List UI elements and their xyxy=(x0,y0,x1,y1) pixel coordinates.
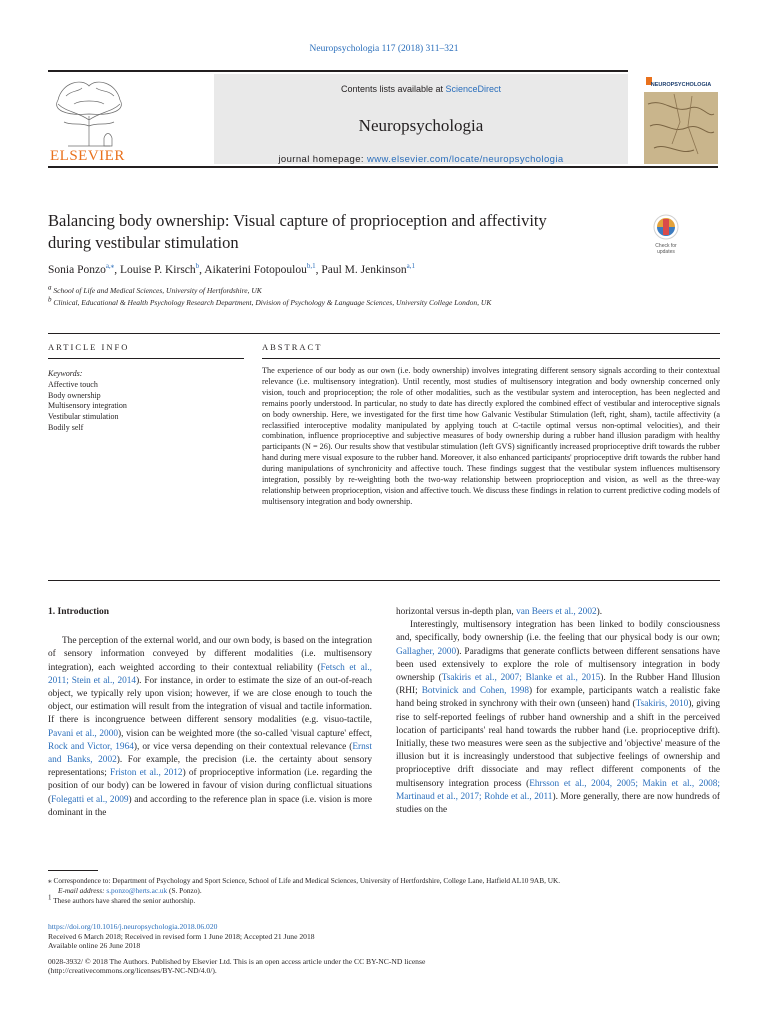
masthead xyxy=(48,70,718,168)
masthead-bottom-rule xyxy=(48,166,718,168)
email-link[interactable]: s.ponzo@herts.ac.uk xyxy=(106,886,168,895)
keywords-label: Keywords: xyxy=(48,369,83,378)
title-line-1: Balancing body ownership: Visual capture of proprioception and affectivity xyxy=(48,211,547,230)
article-title xyxy=(48,210,628,254)
paragraph: The perception of the external world, and our own body, is based on the integration of sensory information conveyed by different modalities (i.e. multisensory integration), each weighted according to their contextual reliability (Fetsch et al., 2011; Stein et al., 2014). For instance, in order to estimate the size of an out-of-reach object, we typically rely upon vision; however, if we are close enough to touch the object, our estimation will result from the integration of visual and tactile information. If there is incongruence between different sensory modalities (e.g. visuo-tactile, Pavani et al., 2000), vision can be weighted more (the so-called 'visual capture' effect, Rock and Victor, 1964), or vice versa depending on their contextual relevance (Ernst and Banks, 2002). For example, the precision (i.e. the certainty about sensory representations; Friston et al., 2012) of proprioceptive information (i.e. regarding the position of our body) can be lowered in favour of vision during conflictual situations (Folegatti et al., 2009) and according to the reference plan in space (i.e. vision is more dominant in the xyxy=(48,636,373,818)
author-name[interactable]: Aikaterini Fotopoulou xyxy=(204,264,307,276)
keywords-block xyxy=(48,369,127,434)
reference-link[interactable]: Tsakiris, 2010 xyxy=(635,699,689,710)
masthead-panel xyxy=(214,74,628,164)
author-affiliation-mark[interactable]: b,1 xyxy=(306,262,316,271)
reference-link[interactable]: Rock and Victor, 1964 xyxy=(48,741,134,752)
journal-homepage-line: journal homepage: www.elsevier.com/locate/neuropsychologia xyxy=(278,154,564,165)
title-line-2: during vestibular stimulation xyxy=(48,233,239,252)
reference-link[interactable]: Friston et al., 2012 xyxy=(110,768,183,779)
reference-link[interactable]: Pavani et al., 2000 xyxy=(48,728,118,739)
section-heading-introduction: 1. Introduction xyxy=(48,607,110,617)
author-affiliation-mark[interactable]: b xyxy=(195,262,200,271)
abstract-rule xyxy=(262,358,720,359)
masthead-top-rule xyxy=(48,70,628,72)
keyword: Multisensory integration xyxy=(48,401,127,411)
contents-available-line: Contents lists available at ScienceDirect xyxy=(340,84,502,94)
footnotes xyxy=(48,876,720,906)
cover-journal-label: NEUROPSYCHOLOGIA xyxy=(650,82,712,88)
author-name[interactable]: Louise P. Kirsch xyxy=(119,264,196,276)
info-top-rule xyxy=(48,333,720,334)
article-info-rule xyxy=(48,358,244,359)
author-affiliation-mark[interactable]: a,⁎ xyxy=(105,262,115,271)
elsevier-wordmark[interactable]: ELSEVIER xyxy=(50,148,125,164)
abstract-bottom-rule xyxy=(48,580,720,581)
author-name[interactable]: Sonia Ponzo xyxy=(48,264,106,276)
reference-link[interactable]: Botvinick and Cohen, 1998 xyxy=(421,686,530,697)
crossmark-label: Check for updates xyxy=(655,243,677,255)
publication-details xyxy=(48,922,720,976)
abstract-text: The experience of our body as our own (i.e. body ownership) involves integrating different sensory signals according to their contextual relevance (i.e. multisensory integration). Until recently, most studies of multisensory integration and body ownership concerned only vision, touch and proprioception; the role of other modalities, such as the vestibular system and interoception, has been neglected and remains poorly understood. In particular, no study to date has directly explored the combined effect of vestibular and interoceptive signals on body ownership. Here, we investigated for the first time how Galvanic Vestibular Stimulation (left, right, sham), tactile affectivity (a reclassified interoceptive modality manipulated by applying touch at C-tactile optimal versus non-optimal velocities), and their combination, influence proprioceptive and subjective measures of body ownership during a rubber hand illusion paradigm with healthy participants (N = 26). Our results show that vestibular stimulation (left GVS) significantly increased proprioceptive drift towards the rubber hand during mere visual exposure to the rubber hand. Moreover, it also enhanced participants' proprioceptive drift towards the rubber hand during manipulations of synchronicity and affective touch. These findings suggest that the vestibular system influences multisensory integration, possibly by re-weighting both the two-way relationship between proprioception and vision, as well as the three-way relationship between proprioception, vision and affective touch. We discuss these findings in relation to current predictive coding models of multisensory integration and body ownership. xyxy=(262,366,720,506)
reference-link[interactable]: Tsakiris et al., 2007; Blanke et al., 2015 xyxy=(441,673,601,684)
senior-authorship-footnote: $^1$ These authors have shared the senior authorship. xyxy=(48,893,196,905)
sciencedirect-link[interactable]: ScienceDirect xyxy=(445,84,502,94)
license-line-1: 0028-3932/ © 2018 The Authors. Published by Elsevier Ltd. This is an open access article under the CC BY-NC-ND license xyxy=(48,956,426,966)
keyword: Bodily self xyxy=(48,422,84,432)
crossmark-icon xyxy=(646,213,686,243)
check-for-updates-badge[interactable] xyxy=(646,213,686,261)
article-info-heading: ARTICLE INFO xyxy=(48,342,130,352)
author-name[interactable]: Paul M. Jenkinson xyxy=(321,264,407,276)
paragraph: Interestingly, multisensory integration has been linked to bodily consciousness and, specifically, body ownership (i.e. the feeling that our physical body is our own; Gallagher, 2000). Paradigms that generate conflicts between different sensations have been used extensively to explore the role of multisensory integration in body ownership (Tsakiris et al., 2007; Blanke et al., 2015). In the Rubber Hand Illusion (RHI; Botvinick and Cohen, 1998) for example, participants watch a realistic fake hand being stroked in synchrony with their own (unseen) hand (Tsakiris, 2010), giving rise to self-reported feelings of rubber hand ownership and a shift in the perceived location of participants' real hand towards the rubber hand (i.e. proprioceptive drift). Initially, these two measures were seen as the subjective and 'objective' measure of the illusion but it is increasingly understood that subjective feelings of ownership and proprioceptive drift dissociate and may reflect different components of the multisensory integration process (Ehrsson et al., 2004, 2005; Makin et al., 2008; Martinaud et al., 2017; Rohde et al., 2011). More generally, there are now hundreds of studies on the xyxy=(396,620,721,816)
footnote-rule xyxy=(48,870,98,871)
journal-homepage-link[interactable]: www.elsevier.com/locate/neuropsychologia xyxy=(366,154,564,165)
correspondence-footnote: ⁎ Correspondence to: Department of Psychology and Sport Science, School of Life and Medical Sciences, University of Hertfordshire, College Lane, Hatfield AL10 9AB, UK. xyxy=(48,876,561,885)
reference-link[interactable]: Fetsch et al., 2011; Stein et al., 2014 xyxy=(48,662,372,686)
reference-link[interactable]: van Beers et al., 2002 xyxy=(516,607,597,617)
affiliation-b: $^b$ Clinical, Educational & Health Psychology Research Department, Division of Psychology & Language Sciences, University College London, UK xyxy=(48,295,492,307)
reference-link[interactable]: Ernst and Banks, 2002 xyxy=(48,741,372,766)
journal-reference[interactable]: Neuropsychologia 117 (2018) 311–321 xyxy=(309,44,459,54)
received-dates: Received 6 March 2018; Received in revised form 1 June 2018; Accepted 21 June 2018 xyxy=(48,931,315,941)
reference-link[interactable]: Folegatti et al., 2009 xyxy=(51,794,129,805)
journal-name: Neuropsychologia xyxy=(358,116,484,135)
reference-link[interactable]: Gallagher, 2000 xyxy=(396,646,457,657)
doi-link[interactable]: https://doi.org/10.1016/j.neuropsychologia.2018.06.020 xyxy=(48,922,218,931)
left-column xyxy=(48,606,372,820)
keyword: Body ownership xyxy=(48,390,101,400)
paragraph-continuation: horizontal versus in-depth plan, van Beers et al., 2002). xyxy=(396,607,603,617)
license-line-2[interactable]: (http://creativecommons.org/licenses/BY-NC-ND/4.0/). xyxy=(48,966,217,976)
affiliation-a: $^a$ School of Life and Medical Sciences, University of Hertfordshire, UK xyxy=(48,283,262,295)
available-online: Available online 26 June 2018 xyxy=(48,941,141,951)
reference-link[interactable]: Ehrsson et al., 2004, 2005; Makin et al., 2008; Martinaud et al., 2017; Rohde et al., 2011 xyxy=(396,778,720,802)
journal-cover-thumbnail[interactable] xyxy=(644,74,718,164)
abstract-heading: ABSTRACT xyxy=(262,342,323,352)
keyword: Vestibular stimulation xyxy=(48,412,119,422)
keyword: Affective touch xyxy=(48,379,98,389)
right-column xyxy=(396,606,720,817)
author-list: Sonia Ponzo$^{a,⁎}$, Louise P. Kirsch$^b$, Aikaterini Fotopoulou$^{b,1}$, Paul M. Jenkinson$^{a,1}$ xyxy=(48,262,415,276)
author-affiliation-mark[interactable]: a,1 xyxy=(406,262,415,271)
email-footnote: E-mail address: s.ponzo@herts.ac.uk (S. Ponzo). xyxy=(58,886,202,895)
